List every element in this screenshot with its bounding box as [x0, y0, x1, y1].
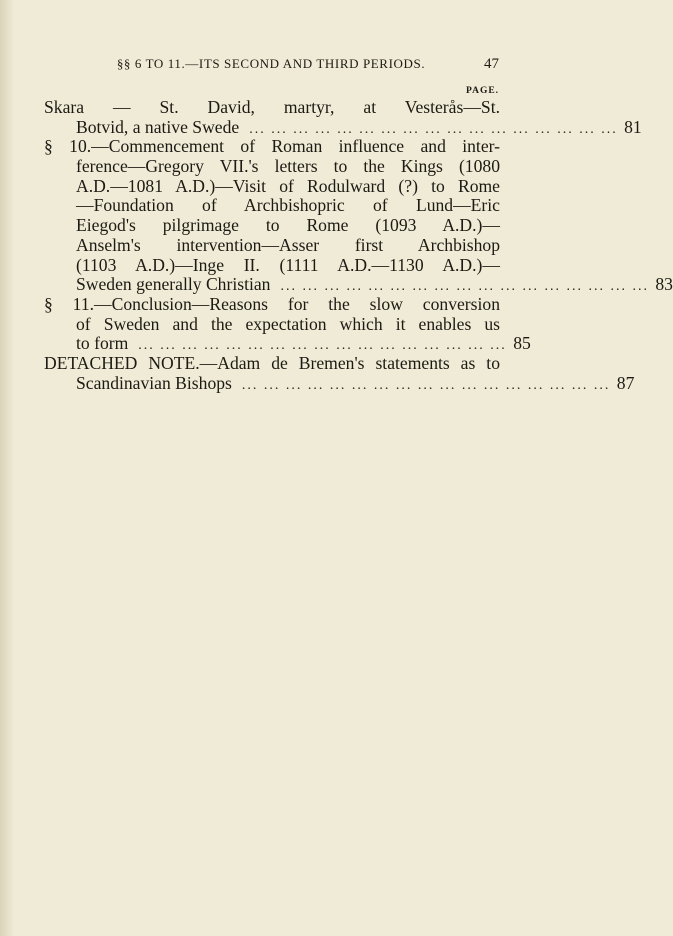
running-head: §§ 6 TO 11.—ITS SECOND AND THIRD PERIODS.: [116, 56, 426, 71]
toc-entry-line: of Sweden and the expectation which it enables us: [76, 313, 500, 334]
toc-entry: [44, 352, 635, 393]
toc-entry-line: Skara — St. David, martyr, at Vesterås—St.: [44, 97, 500, 117]
page-edge: [0, 0, 14, 936]
toc-entry: [44, 97, 642, 137]
toc-page-number: 81: [624, 116, 642, 137]
toc-entry-line: § 11.—Conclusion—Reasons for the slow conversion: [44, 293, 500, 314]
toc-entry-line: DETACHED NOTE.—Adam de Bremen's statements as to: [44, 352, 500, 373]
dot-leader: ... ... ... ... ... ... ... ... ... ... ... ... ... ... ... ... ...: [241, 377, 611, 393]
page-column-label: PAGE.: [466, 86, 500, 96]
toc-entry-text: Sweden generally Christian: [76, 274, 271, 295]
page-number: 47: [484, 56, 499, 72]
toc-entry-line: ference—Gregory VII.'s letters to the Kings (1080: [76, 156, 500, 177]
dot-leader: ... ... ... ... ... ... ... ... ... ... ... ... ... ... ... ... ...: [249, 121, 618, 137]
toc-entry: [44, 136, 673, 295]
dot-leader: ... ... ... ... ... ... ... ... ... ... ... ... ... ... ... ... ...: [138, 338, 507, 354]
table-of-contents: [44, 97, 673, 393]
toc-entry-line: A.D.—1081 A.D.)—Visit of Rodulward (?) to Rome: [76, 175, 500, 196]
toc-entry-line: Eiegod's pilgrimage to Rome (1093 A.D.)—: [76, 215, 500, 236]
toc-entry-last-line: [44, 116, 642, 138]
dot-leader: ... ... ... ... ... ... ... ... ... ... ... ... ... ... ... ... ...: [280, 279, 649, 295]
toc-page-number: 87: [616, 372, 635, 393]
toc-entry-last-line: [44, 372, 635, 394]
toc-entry-text: to form: [76, 333, 129, 354]
toc-entry: [44, 293, 531, 354]
toc-entry-line: (1103 A.D.)—Inge II. (1111 A.D.—1130 A.D.)—: [76, 254, 500, 275]
toc-entry-line: Anselm's intervention—Asser first Archbishop: [76, 234, 500, 255]
toc-entry-line: § 10.—Commencement of Roman influence and inter-: [44, 136, 500, 157]
toc-entry-last-line: [44, 274, 673, 295]
toc-entry-last-line: [44, 333, 531, 354]
toc-entry-line: —Foundation of Archbishopric of Lund—Eric: [76, 195, 500, 216]
toc-page-number: 85: [513, 333, 531, 354]
toc-entry-text: Botvid, a native Swede: [76, 116, 240, 137]
toc-entry-text: Scandinavian Bishops: [76, 372, 232, 393]
toc-page-number: 83: [655, 274, 673, 295]
